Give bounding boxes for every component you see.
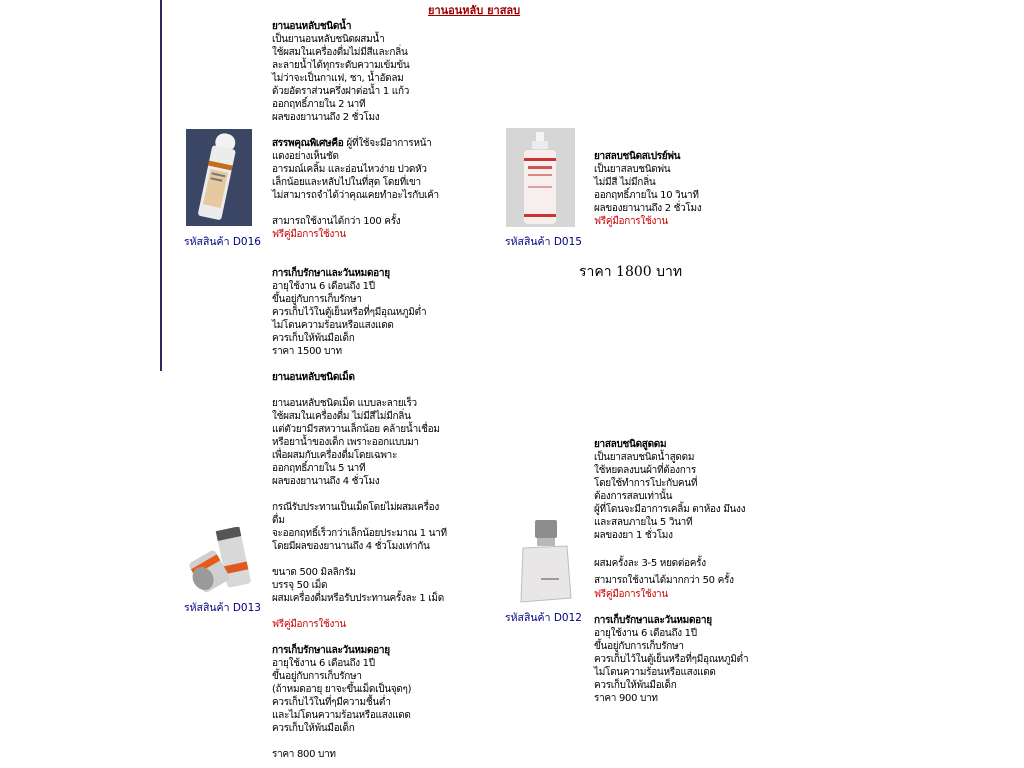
desc-line: ต้องการสลบเท่านั้น — [594, 491, 673, 502]
desc-line: จะออกฤทธิ์เร็วกว่าเล็กน้อยประมาณ 1 นาที — [272, 528, 447, 539]
desc-line: ยานอนหลับชนิดเม็ด แบบละลายเร็ว — [272, 398, 417, 409]
desc-line: ออกฤทธิ์ภายใน 5 นาที — [272, 463, 366, 474]
free-manual-link[interactable]: ฟรีคู่มือการใช้งาน — [594, 589, 668, 600]
desc-line: เล็กน้อยและหลับไปในที่สุด โดยที่เขา — [272, 177, 421, 188]
desc-line: ไม่สามารถจำได้ว่าคุณเคยทำอะไรกับเค้า — [272, 190, 439, 201]
desc-line: เป็นยาสลบชนิดน้ำสูดดม — [594, 452, 695, 463]
desc-line: กรณีรับประทานเป็นเม็ดโดยไม่ผสมเครื่อง — [272, 502, 439, 513]
storage-line: ควรเก็บให้พ้นมือเด็ก — [272, 723, 355, 734]
desc-line: ไม่มีสี ไม่มีกลิ่น — [594, 177, 656, 188]
product-image-d016[interactable] — [186, 129, 252, 226]
desc-line: ใช้ผสมในเครื่องดื่ม ไม่มีสีไม่มีกลิ่น — [272, 411, 411, 422]
desc-line: โดยใช้ทำการโปะกับคนที่ — [594, 478, 698, 489]
desc-line: ผลของยานานถึง 2 ชั่วโมง — [272, 112, 380, 123]
uses-line: สามารถใช้งานได้มากกว่า 50 ครั้ง — [594, 575, 734, 586]
storage-heading: การเก็บรักษาและวันหมดอายุ — [594, 615, 712, 626]
uses-line: สามารถใช้งานได้กว่า 100 ครั้ง — [272, 216, 401, 227]
storage-line: ควรเก็บไว้ในที่ๆมีความชื้นต่ำ — [272, 697, 391, 708]
desc-line: แดงอย่างเห็นชัด — [272, 151, 339, 162]
page-title-link[interactable]: ยานอนหลับ ยาสลบ — [428, 4, 521, 17]
desc-line: ผู้ที่โดนจะมีอาการเคลิ้ม ตาห้อง มึนงง — [594, 504, 746, 515]
storage-line: ขึ้นอยู่กับการเก็บรักษา — [594, 641, 684, 652]
product-image-d013[interactable] — [186, 527, 254, 595]
desc-line: ใช้หยดลงบนผ้าที่ต้องการ — [594, 465, 696, 476]
storage-heading: การเก็บรักษาและวันหมดอายุ — [272, 268, 390, 279]
product-code-d015[interactable]: รหัสสินค้า D015 — [505, 236, 582, 248]
product-heading: ยาสลบชนิดสเปรย์พ่น — [594, 151, 681, 162]
product-heading: ยาสลบชนิดสูดดม — [594, 439, 667, 450]
storage-line: อายุใช้งาน 6 เดือนถึง 1ปี — [272, 658, 375, 669]
desc-line: หรือยาน้ำของเด็ก เพราะออกแบบมา — [272, 437, 419, 448]
product-d016-details — [272, 20, 439, 358]
spray-can-icon — [186, 129, 252, 226]
product-d013-details — [272, 371, 447, 761]
desc-line: และสลบภายใน 5 วินาที — [594, 517, 693, 528]
price-d015: ราคา 1800 บาท — [579, 264, 683, 280]
desc-line: ออกฤทธิ์ภายใน 10 วินาที — [594, 190, 699, 201]
product-heading: ยานอนหลับชนิดเม็ด — [272, 372, 355, 383]
free-manual-link[interactable]: ฟรีคู่มือการใช้งาน — [272, 229, 346, 240]
desc-line: ด้วยอัตราส่วนครึ่งฝาต่อน้ำ 1 แก้ว — [272, 86, 410, 97]
desc-line: เป็นยาสลบชนิดพ่น — [594, 164, 671, 175]
desc-line: แต่ตัวยามีรสหวานเล็กน้อย คล้ายน้ำเชื่อม — [272, 424, 440, 435]
product-image-d012[interactable] — [513, 516, 577, 606]
desc-line: ไม่ว่าจะเป็นกาแฟ, ชา, น้ำอัดลม — [272, 73, 404, 84]
storage-line: (ถ้าหมดอายุ ยาจะขึ้นเม็ดเป็นจุดๆ) — [272, 684, 412, 695]
price: ราคา 800 บาท — [272, 749, 336, 760]
free-manual-link[interactable]: ฟรีคู่มือการใช้งาน — [594, 216, 668, 227]
special-label: สรรพคุณพิเศษคือ — [272, 138, 344, 149]
glass-bottle-icon — [513, 516, 577, 606]
desc-line: ผู้ที่ใช้จะมีอาการหน้า — [346, 138, 432, 149]
storage-line: ควรเก็บให้พ้นมือเด็ก — [594, 680, 677, 691]
price: ราคา 900 บาท — [594, 693, 658, 704]
storage-line: ขึ้นอยู่กับการเก็บรักษา — [272, 294, 362, 305]
product-image-d015[interactable] — [506, 128, 575, 227]
storage-line: อายุใช้งาน 6 เดือนถึง 1ปี — [272, 281, 375, 292]
spec-line: ผสมเครื่องดื่มหรือรับประทานครั้งละ 1 เม็ด — [272, 593, 444, 604]
storage-line: ควรเก็บไว้ในตู้เย็นหรือที่ๆมีอุณหภูมิต่ำ — [272, 307, 427, 318]
product-d015-details — [594, 150, 701, 228]
storage-line: ควรเก็บให้พ้นมือเด็ก — [272, 333, 355, 344]
spec-line: ขนาด 500 มิลลิกรัม — [272, 567, 356, 578]
desc-line: ผลของยานานถึง 4 ชั่วโมง — [272, 476, 380, 487]
storage-line: อายุใช้งาน 6 เดือนถึง 1ปี — [594, 628, 697, 639]
pill-bottles-icon — [186, 527, 254, 595]
desc-line: เพื่อผสมกับเครื่องดื่มโดยเฉพาะ — [272, 450, 398, 461]
desc-line: ออกฤทธิ์ภายใน 2 นาที — [272, 99, 366, 110]
desc-line: ละลายน้ำได้ทุกระดับความเข้มข้น — [272, 60, 410, 71]
desc-line: ผลของยานานถึง 2 ชั่วโมง — [594, 203, 702, 214]
spray-bottle-icon — [506, 128, 575, 227]
desc-line: โดยมีผลของยานานถึง 4 ชั่วโมงเท่ากัน — [272, 541, 430, 552]
desc-line: ใช้ผสมในเครื่องดื่มไม่มีสีและกลิ่น — [272, 47, 408, 58]
left-border-line — [160, 0, 162, 371]
storage-line: ขึ้นอยู่กับการเก็บรักษา — [272, 671, 362, 682]
product-heading: ยานอนหลับชนิดน้ำ — [272, 21, 352, 32]
dose-line: ผสมครั้งละ 3-5 หยดต่อครั้ง — [594, 558, 706, 569]
storage-line: ไม่โดนความร้อนหรือแสงแดด — [272, 320, 394, 331]
desc-line: ผลของยา 1 ชั่วโมง — [594, 530, 673, 541]
price: ราคา 1500 บาท — [272, 346, 342, 357]
storage-line: ไม่โดนความร้อนหรือแสงแดด — [594, 667, 716, 678]
storage-heading: การเก็บรักษาและวันหมดอายุ — [272, 645, 390, 656]
product-code-d013[interactable]: รหัสสินค้า D013 — [184, 602, 261, 614]
storage-line: และไม่โดนความร้อนหรือแสงแดด — [272, 710, 411, 721]
desc-line: เป็นยานอนหลับชนิดผสมน้ำ — [272, 34, 385, 45]
spec-line: บรรจุ 50 เม็ด — [272, 580, 328, 591]
storage-line: ควรเก็บไว้ในตู้เย็นหรือที่ๆมีอุณหภูมิต่ำ — [594, 654, 749, 665]
product-code-d012[interactable]: รหัสสินค้า D012 — [505, 612, 582, 624]
desc-line: อารมณ์เคลิ้ม และอ่อนไหวง่าย ปวดหัว — [272, 164, 427, 175]
product-d012-details — [594, 438, 748, 705]
free-manual-link[interactable]: ฟรีคู่มือการใช้งาน — [272, 619, 346, 630]
desc-line: ดื่ม — [272, 515, 285, 526]
product-code-d016[interactable]: รหัสสินค้า D016 — [184, 236, 261, 248]
